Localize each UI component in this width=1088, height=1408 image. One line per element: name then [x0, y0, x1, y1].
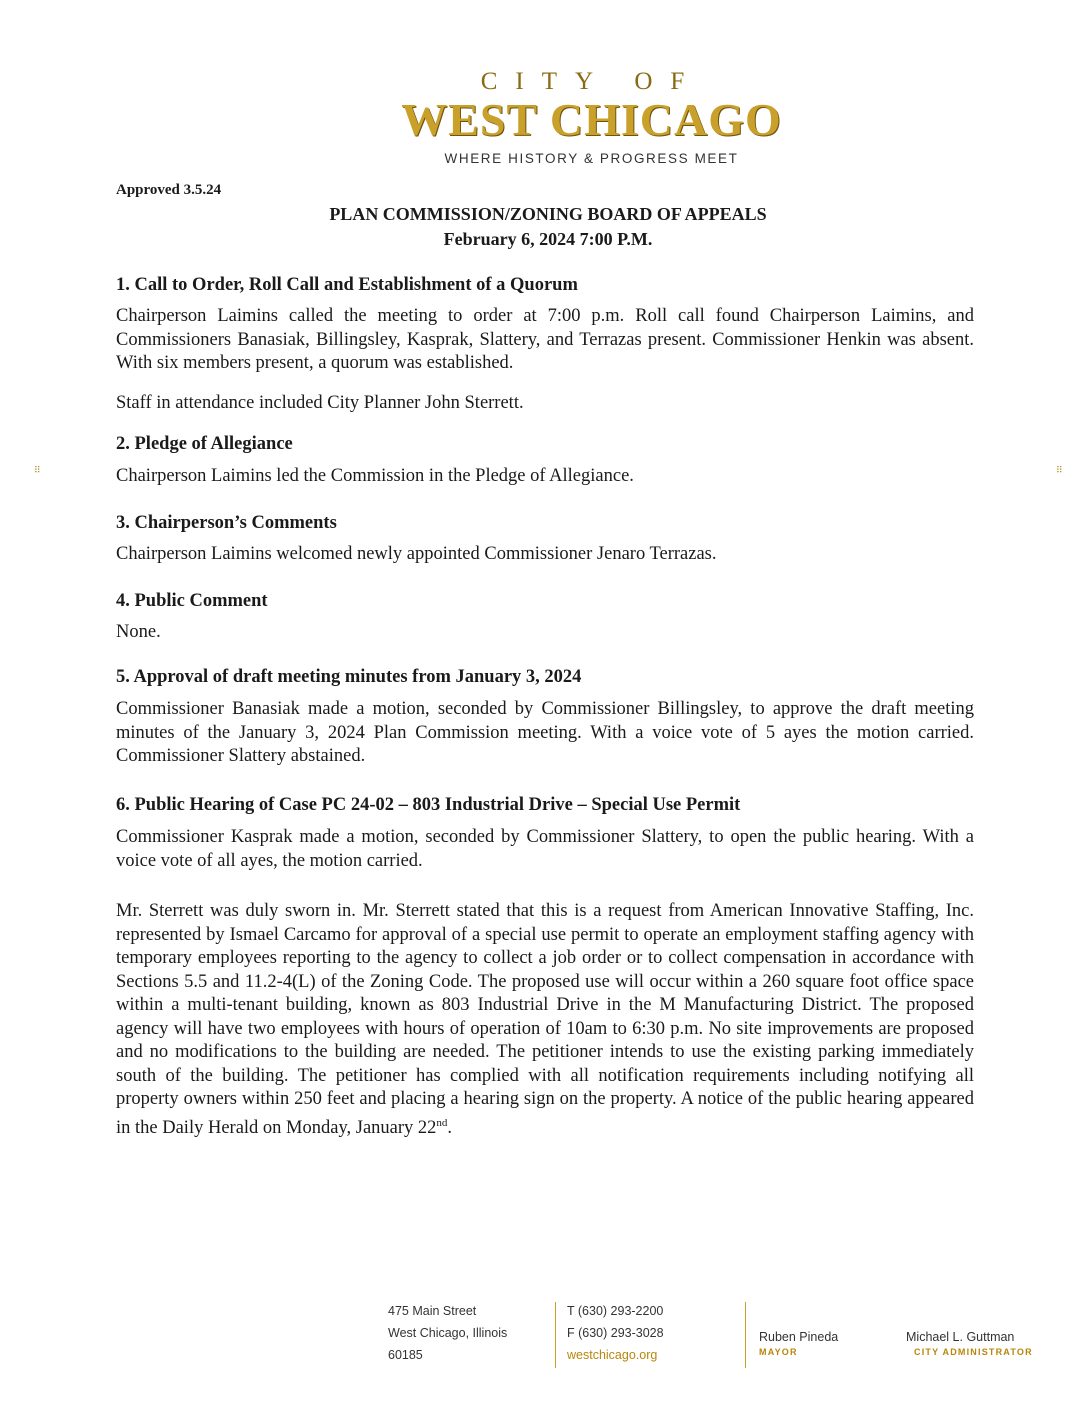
footer-divider [555, 1302, 556, 1368]
document-title: PLAN COMMISSION/ZONING BOARD OF APPEALS [329, 204, 767, 224]
margin-mark-icon: ⠿ [34, 466, 41, 476]
section-paragraph: Commissioner Banasiak made a motion, seconded by Commissioner Billingsley, to approve the draft meeting minutes of the January 3, 2024 Plan Commission meeting. With a voice vote of 5 ayes the motion carried. Commissioner Slattery abstained. [116, 699, 974, 766]
section-paragraph: Staff in attendance included City Planner John Sterrett. [116, 393, 524, 413]
section-paragraph: Chairperson Laimins led the Commission in the Pledge of Allegiance. [116, 466, 634, 486]
meeting-date: February 6, 2024 7:00 P.M. [443, 229, 653, 249]
ordinal-suffix: nd [436, 1116, 448, 1129]
logo-city-name: WEST CHICAGO [401, 94, 782, 145]
address-line: 475 Main Street [388, 1304, 477, 1318]
section-paragraph: Commissioner Kasprak made a motion, seconded by Commissioner Slattery, to open the public hearing. With a voice vote of all ayes, the motion carried. [116, 827, 974, 871]
address-line: West Chicago, Illinois [388, 1326, 508, 1340]
approval-note: Approved 3.5.24 [116, 182, 222, 198]
fax-number: F (630) 293-3028 [567, 1326, 664, 1340]
administrator-name: Michael L. Guttman [906, 1330, 1015, 1344]
margin-mark-icon: ⠿ [1056, 466, 1063, 476]
section-heading: 4. Public Comment [116, 591, 268, 611]
section-paragraph [116, 900, 974, 1140]
website-link[interactable]: westchicago.org [567, 1348, 658, 1362]
letterhead-tagline: WHERE HISTORY & PROGRESS MEET [444, 151, 739, 166]
phone-number: T (630) 293-2200 [567, 1304, 664, 1318]
mayor-title: MAYOR [759, 1347, 798, 1357]
administrator-signature-block [906, 1330, 1033, 1357]
address-line: 60185 [388, 1348, 423, 1362]
logo-city-of: CITY OF [480, 68, 703, 95]
footer-address [388, 1300, 507, 1366]
section-paragraph: Chairperson Laimins welcomed newly appointed Commissioner Jenaro Terrazas. [116, 544, 717, 564]
city-logo [0, 68, 1088, 144]
section-heading: 5. Approval of draft meeting minutes from January 3, 2024 [116, 667, 582, 687]
sentence-period: . [447, 1117, 453, 1138]
section-paragraph: None. [116, 622, 161, 642]
administrator-title: CITY ADMINISTRATOR [914, 1347, 1033, 1357]
hearing-statement: Mr. Sterrett was duly sworn in. Mr. Sterrett stated that this is a request from American Innovative Staffing, Inc. represented by Ismael Carcamo for approval of a special use permit to operate an employment staffing agency with temporary employees reporting to the agency to collect a job order or to collect compensation in accordance with Sections 5.5 and 11.2-4(L) of the Zoning Code. The proposed use will occur within a 260 square foot office space within a multi-tenant building, known as 803 Industrial Drive in the M Manufacturing District. The proposed agency will have two employees with hours of operation of 10am to 6:30 p.m. No site improvements are proposed and no modifications to the building are needed. The petitioner intends to use the existing parking immediately south of the building. The petitioner has complied with all notification requirements including notifying all property owners within 250 feet and placing a hearing sign on the property. A notice of the public hearing appeared in the Daily Herald on Monday, January 22 [116, 901, 974, 1138]
section-paragraph: Chairperson Laimins called the meeting to order at 7:00 p.m. Roll call found Chairperson Laimins, and Commissioners Banasiak, Billingsley, Kasprak, Slattery, and Terrazas present. Commissioner Henkin was absent. With six members present, a quorum was established. [116, 306, 974, 373]
section-heading: 1. Call to Order, Roll Call and Establishment of a Quorum [116, 275, 578, 295]
footer-divider [745, 1302, 746, 1368]
section-heading: 2. Pledge of Allegiance [116, 434, 293, 454]
footer-contact [567, 1300, 664, 1366]
section-heading: 6. Public Hearing of Case PC 24-02 – 803 Industrial Drive – Special Use Permit [116, 795, 741, 815]
section-heading: 3. Chairperson’s Comments [116, 513, 337, 533]
mayor-name: Ruben Pineda [759, 1330, 839, 1344]
mayor-signature-block [759, 1330, 838, 1357]
